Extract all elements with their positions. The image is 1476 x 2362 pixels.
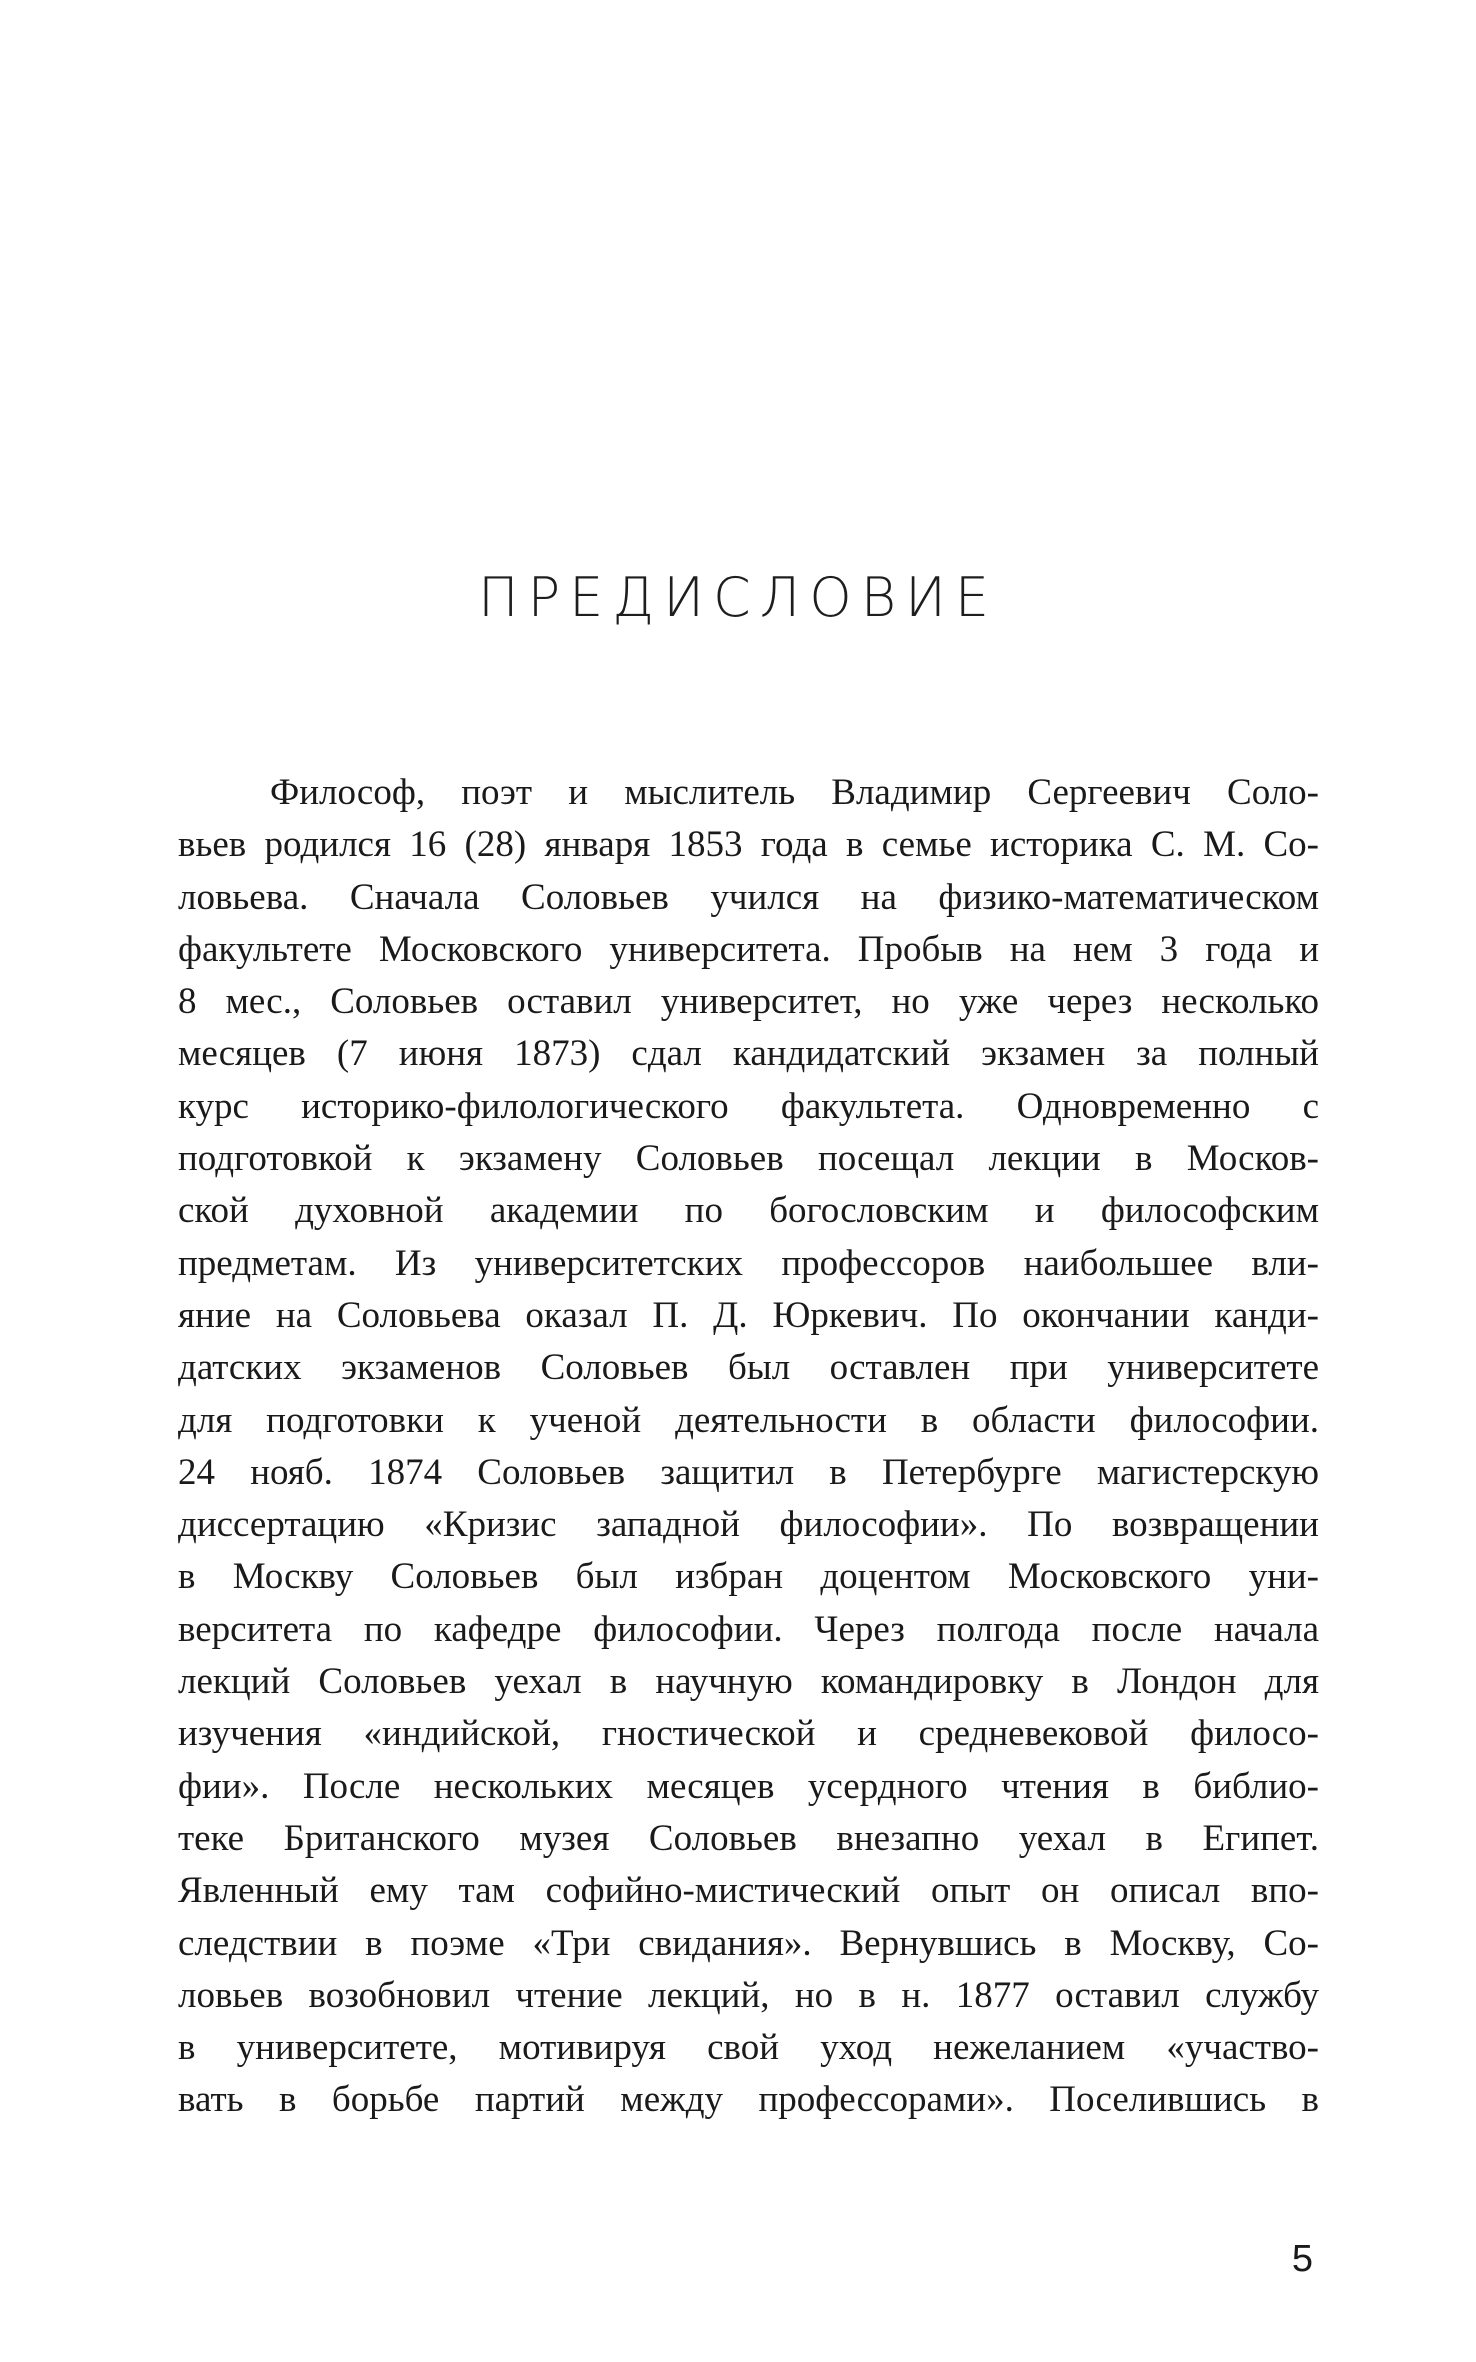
text-line: подготовкой к экзамену Соловьев посещал лекции в Москов-: [178, 1138, 1319, 1180]
chapter-heading: ПРЕДИСЛОВИЕ: [477, 566, 999, 629]
text-line: в Москву Соловьев был избран доцентом Московского уни-: [178, 1556, 1319, 1598]
text-line: для подготовки к ученой деятельности в области философии.: [178, 1399, 1319, 1441]
text-line: ловьев возобновил чтение лекций, но в н. 1877 оставил службу: [178, 1974, 1319, 2016]
text-line: датских экзаменов Соловьев был оставлен при университете: [178, 1347, 1319, 1389]
text-line: диссертацию «Кризис западной философии». По возвращении: [178, 1504, 1319, 1546]
text-line: ловьева. Сначала Соловьев учился на физико-математическом: [178, 876, 1319, 918]
text-line: яние на Соловьева оказал П. Д. Юркевич. По окончании канди-: [178, 1294, 1319, 1336]
text-line: фии». После нескольких месяцев усердного чтения в библио-: [178, 1765, 1319, 1807]
text-line: лекций Соловьев уехал в научную командировку в Лондон для: [178, 1661, 1319, 1703]
text-line: курс историко-филологического факультета. Одновременно с: [178, 1085, 1319, 1127]
text-line: факультете Московского университета. Пробыв на нем 3 года и: [178, 928, 1319, 970]
text-line: 24 нояб. 1874 Соловьев защитил в Петербурге магистерскую: [178, 1451, 1319, 1493]
text-line: 8 мес., Соловьев оставил университет, но уже через несколько: [178, 981, 1319, 1023]
text-line: верситета по кафедре философии. Через полгода после начала: [178, 1608, 1319, 1650]
text-line: ской духовной академии по богословским и философским: [178, 1190, 1319, 1232]
text-line: Явленный ему там софийно-мистический опыт он описал впо-: [178, 1870, 1319, 1912]
page-number: 5: [1291, 2238, 1313, 2280]
text-line: вьев родился 16 (28) января 1853 года в семье историка С. М. Со-: [178, 824, 1319, 866]
text-line: в университете, мотивируя свой уход нежеланием «участво-: [178, 2027, 1319, 2069]
text-line: вать в борьбе партий между профессорами». Поселившись в: [178, 2079, 1319, 2121]
body-text: [178, 767, 1319, 2127]
text-line: Философ, поэт и мыслитель Владимир Сергеевич Соло-: [270, 772, 1319, 813]
text-line: предметам. Из университетских профессоров наибольшее вли-: [178, 1242, 1319, 1284]
text-line: изучения «индийской, гностической и средневековой филосо-: [178, 1713, 1319, 1755]
text-line: следствии в поэме «Три свидания». Вернувшись в Москву, Со-: [178, 1922, 1319, 1964]
text-line: месяцев (7 июня 1873) сдал кандидатский экзамен за полный: [178, 1033, 1319, 1075]
text-line: теке Британского музея Соловьев внезапно уехал в Египет.: [178, 1817, 1319, 1859]
